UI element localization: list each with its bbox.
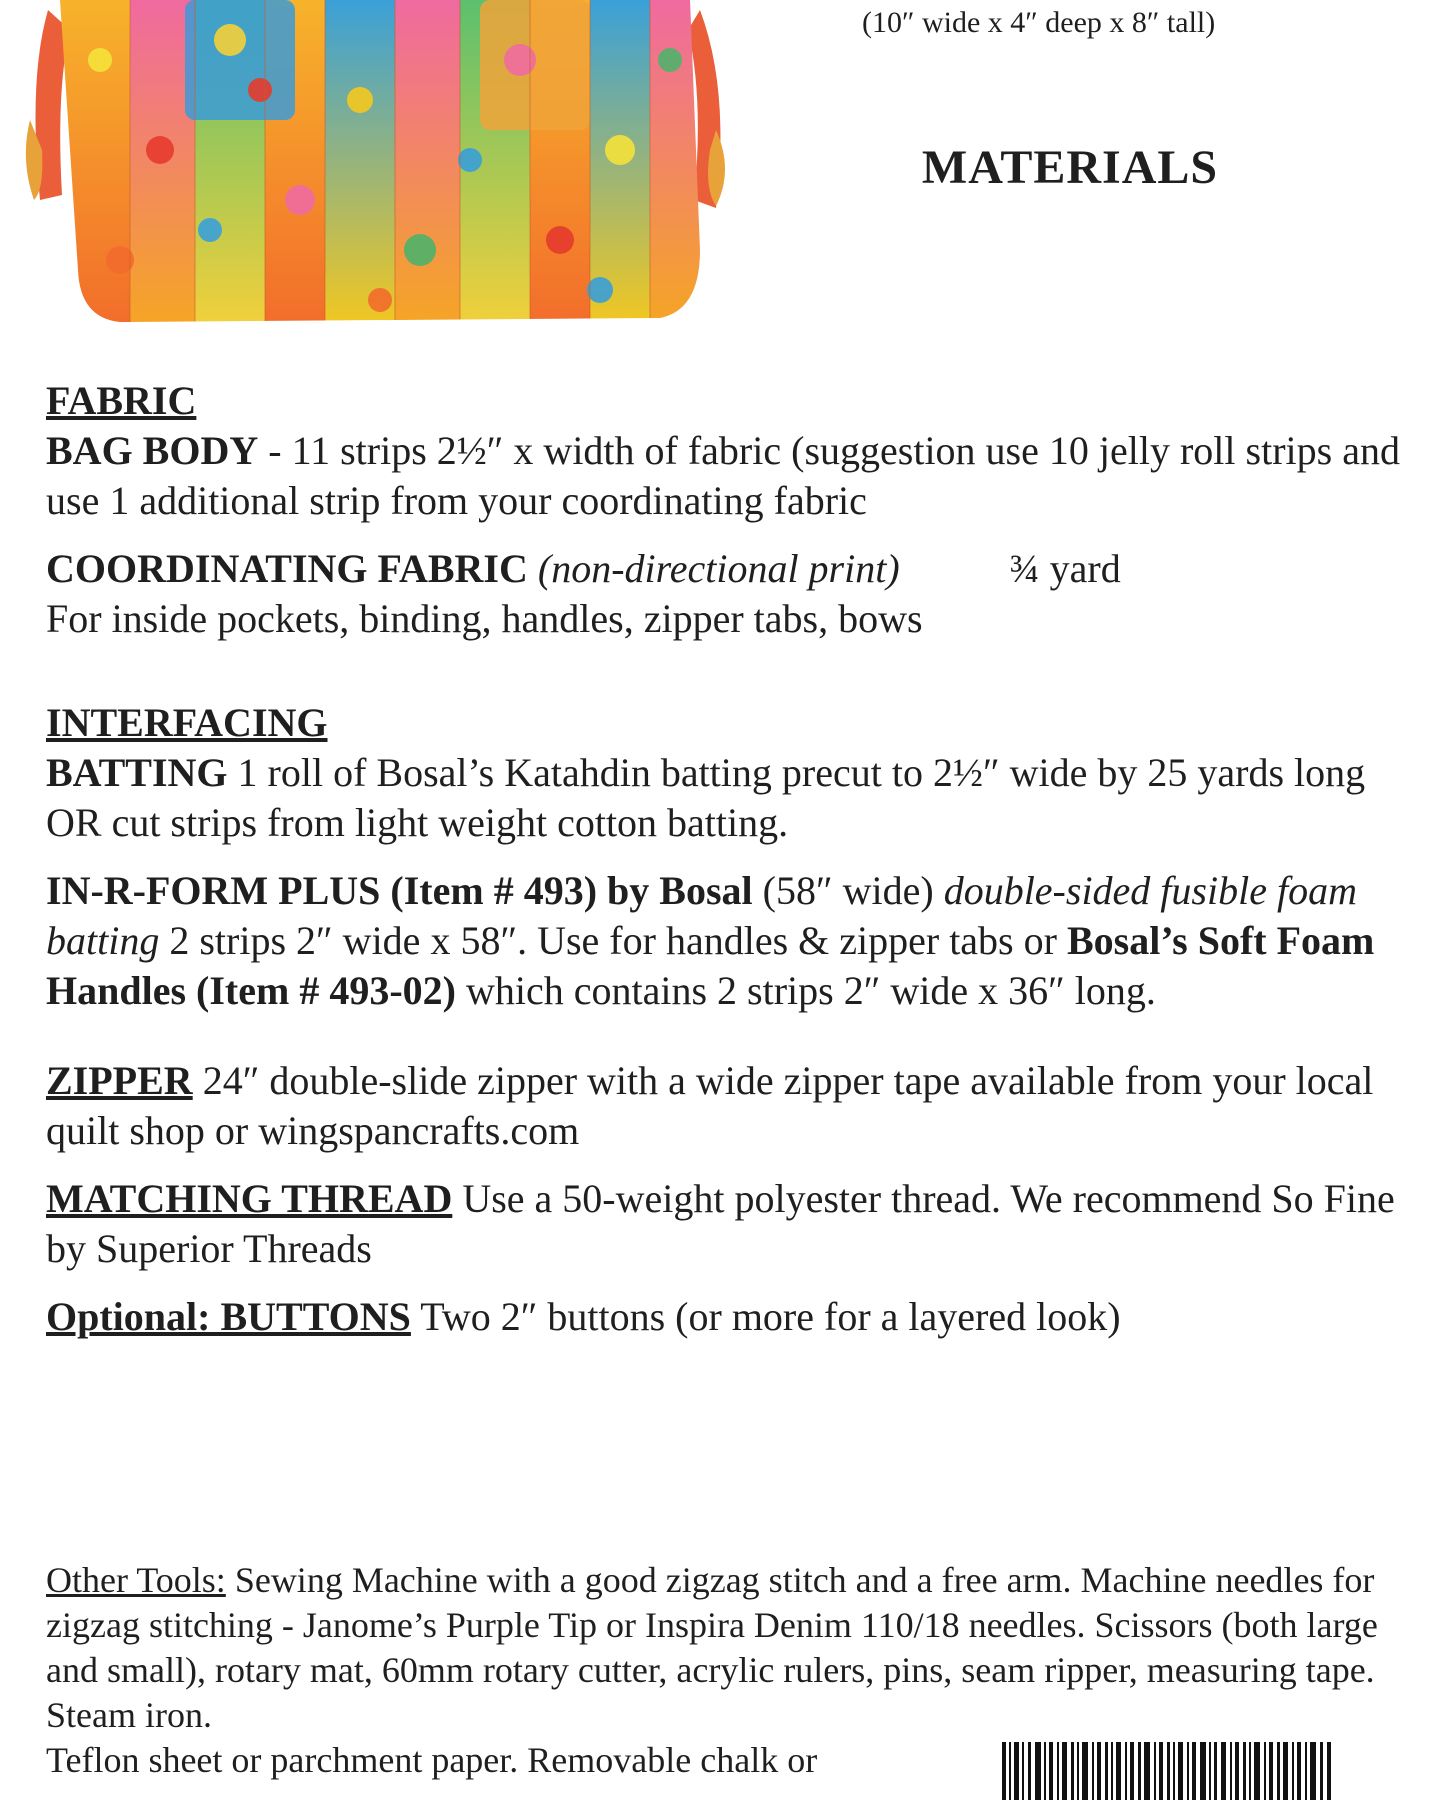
bag-body-text: - 11 strips 2½″ x width of fabric (suggestion use 10 jelly roll strips and use 1 additional strip from your coordinating fabric [46, 428, 1400, 523]
interfacing-heading: INTERFACING [46, 700, 328, 745]
in-r-form-width: (58″ wide) [752, 868, 944, 913]
coordinating-fabric-text: For inside pockets, binding, handles, zipper tabs, bows [46, 596, 923, 641]
coordinating-fabric-amount: ¾ yard [1009, 546, 1121, 591]
bag-photo [0, 0, 760, 340]
batting-text: 1 roll of Bosal’s Katahdin batting precut to 2½″ wide by 25 yards long OR cut strips from light weight cotton batting. [46, 750, 1366, 845]
coordinating-fabric-note: (non-directional print) [537, 546, 900, 591]
buttons-text: Two 2″ buttons (or more for a layered look) [410, 1294, 1121, 1339]
soft-foam-text: which contains 2 strips 2″ wide x 36″ long. [455, 968, 1156, 1013]
tools-line-5: Teflon sheet or parchment paper. Removable chalk or [46, 1740, 818, 1780]
soft-foam-label: Bosal’s Soft Foam Handles (Item # 493-02) [46, 918, 1375, 1013]
zipper-heading: ZIPPER [46, 1058, 193, 1103]
bag-dimensions: (10″ wide x 4″ deep x 8″ tall) [862, 6, 1216, 39]
materials-list [46, 376, 1406, 1342]
batting-label: BATTING [46, 750, 228, 795]
buttons-heading: Optional: BUTTONS [46, 1294, 411, 1339]
in-r-form-item [46, 866, 1406, 1016]
thread-text: Use a 50-weight polyester thread. We recommend So Fine by Superior Threads [46, 1176, 1395, 1271]
in-r-form-label: IN-R-FORM PLUS (Item # 493) by Bosal [46, 868, 753, 913]
zipper-text: 24″ double-slide zipper with a wide zipper tape available from your local quilt shop or wingspancrafts.com [46, 1058, 1374, 1153]
tools-label: Other Tools: [46, 1560, 226, 1600]
tools-text: Sewing Machine with a good zigzag stitch and a free arm. Machine needles for zigzag stitching - Janome’s Purple Tip or Inspira Denim 110/18 needles. Scissors (both large and small), rotary mat, 60mm rotary cutter, acrylic rulers, pins, seam ripper, measuring tape. Steam iron. [46, 1560, 1378, 1735]
materials-title: MATERIALS [921, 141, 1219, 194]
thread-item [46, 1174, 1406, 1274]
bag-body-label: BAG BODY [46, 428, 259, 473]
batting-item [46, 748, 1406, 848]
thread-heading: MATCHING THREAD [46, 1176, 453, 1221]
in-r-form-text: 2 strips 2″ wide x 58″. Use for handles & zipper tabs or [159, 918, 1067, 963]
coordinating-fabric-label: COORDINATING FABRIC [46, 546, 528, 591]
buttons-item [46, 1292, 1406, 1342]
bag-body [60, 0, 710, 330]
coordinating-fabric-item [46, 544, 1406, 594]
in-r-form-italic: double-sided fusible foam batting [46, 868, 1357, 963]
zipper-item [46, 1056, 1406, 1156]
tools-item [46, 1558, 1386, 1738]
bag-body-item [46, 426, 1406, 526]
fabric-heading: FABRIC [46, 378, 197, 423]
barcode [1002, 1742, 1332, 1800]
